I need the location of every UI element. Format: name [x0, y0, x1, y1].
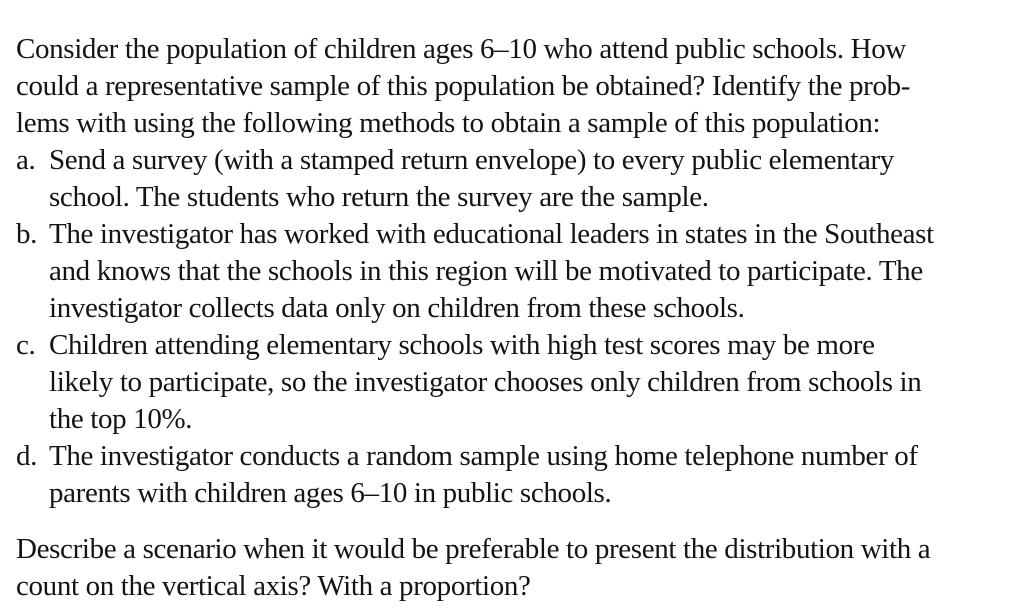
item-b-line-3: investigator collects data only on children from these schools.: [49, 292, 745, 324]
item-c-line-3: the top 10%.: [49, 403, 193, 435]
intro-line-3: lems with using the following methods to obtain a sample of this population:: [16, 107, 881, 139]
intro-line-1: Consider the population of children ages 6–10 who attend public schools. How: [16, 33, 906, 65]
followup-line-1: Describe a scenario when it would be preferable to present the distribution with a: [16, 533, 931, 565]
item-a-marker: a.: [16, 144, 36, 176]
item-b-line-2: and knows that the schools in this region will be motivated to participate. The: [49, 255, 923, 287]
item-c-line-2: likely to participate, so the investigator chooses only children from schools in: [49, 366, 922, 398]
item-d-line-1: The investigator conducts a random sample using home telephone number of: [49, 440, 918, 472]
item-d-line-2: parents with children ages 6–10 in public schools.: [49, 477, 612, 509]
item-d-marker: d.: [16, 440, 38, 472]
item-c-marker: c.: [16, 329, 36, 361]
intro-line-2: could a representative sample of this population be obtained? Identify the prob-: [16, 70, 911, 102]
item-b-marker: b.: [16, 218, 38, 250]
item-a-line-1: Send a survey (with a stamped return envelope) to every public elementary: [49, 144, 894, 176]
item-b-line-1: The investigator has worked with educational leaders in states in the Southeast: [49, 218, 934, 250]
item-c-line-1: Children attending elementary schools with high test scores may be more: [49, 329, 875, 361]
followup-line-2: count on the vertical axis? With a proportion?: [16, 570, 531, 602]
item-a-line-2: school. The students who return the survey are the sample.: [49, 181, 709, 213]
